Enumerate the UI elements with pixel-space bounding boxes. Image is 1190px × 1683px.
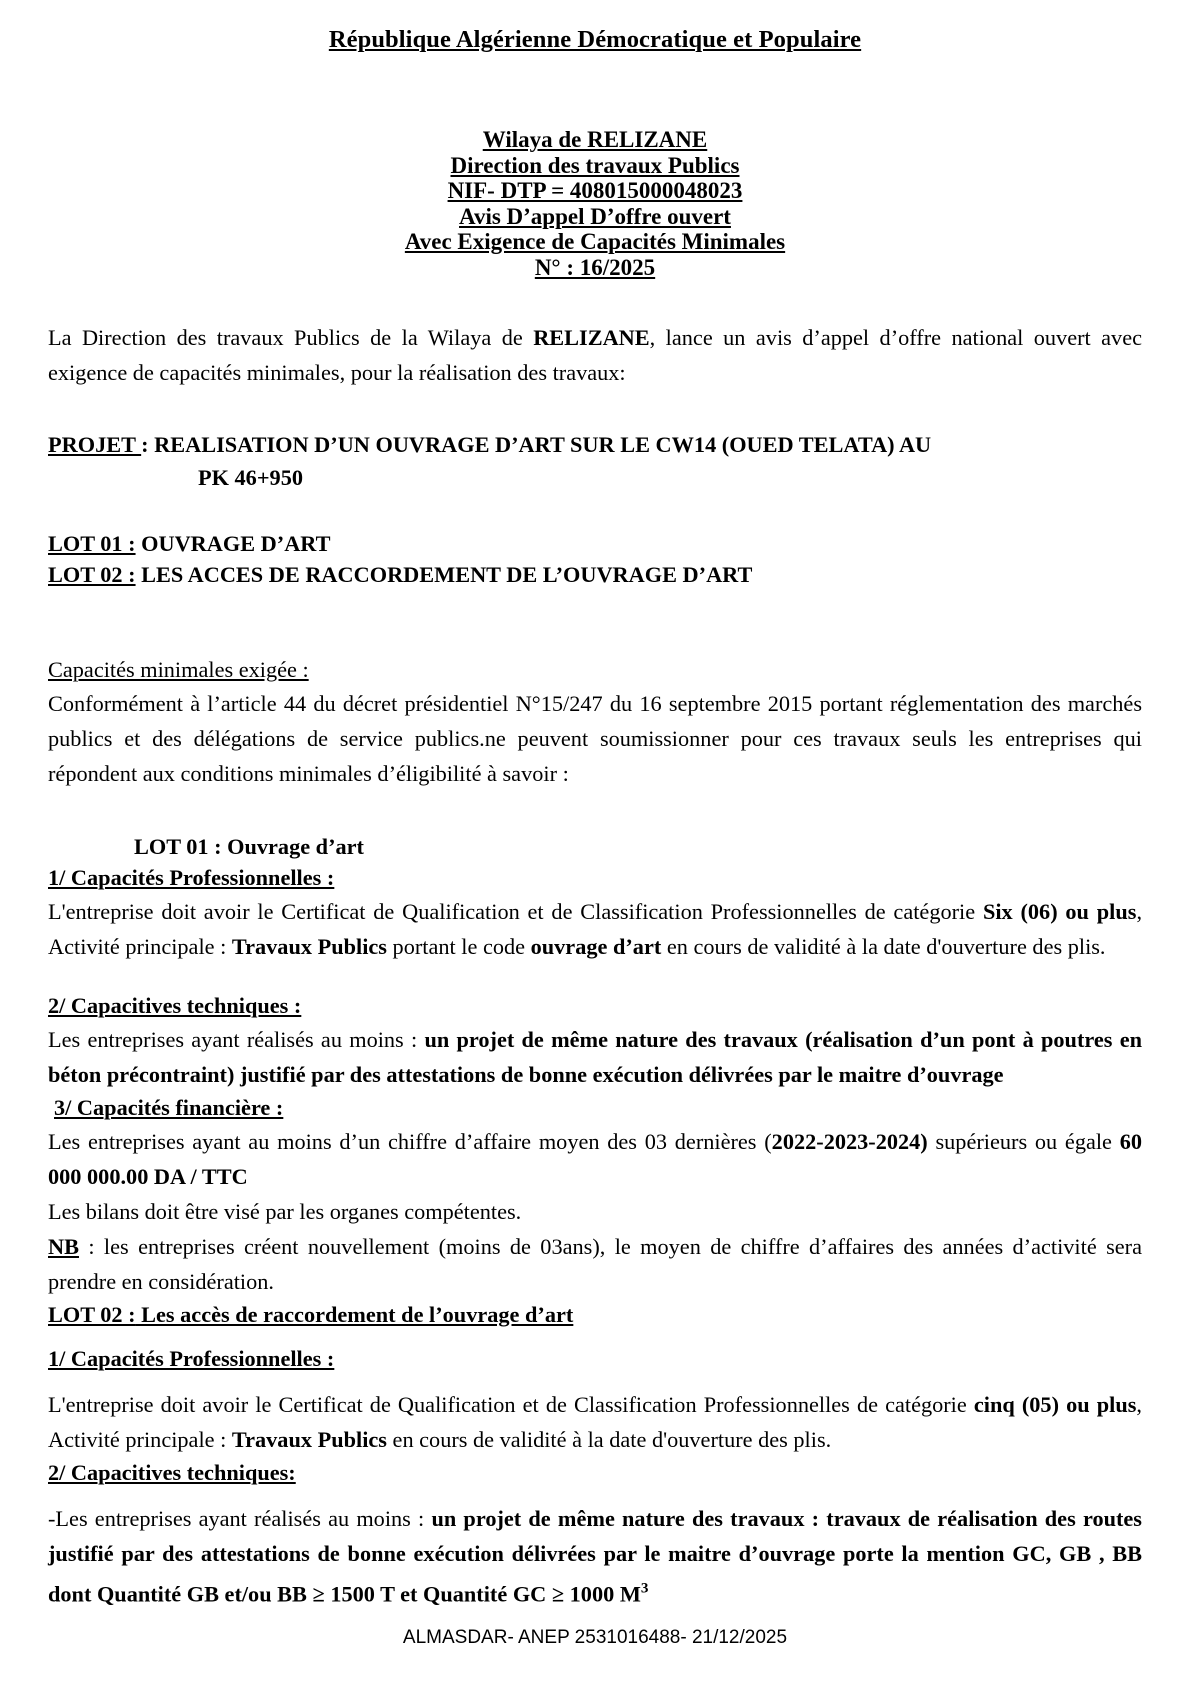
lot02-pro-text-1: L'entreprise doit avoir le Certificat de Qualification et de Classification Professionnelles de catégorie [48, 1392, 974, 1417]
lot01-professionnelles-heading [48, 862, 1142, 894]
lot02-pro-text-3: en cours de validité à la date d'ouverture des plis. [386, 1427, 832, 1452]
lot01-professionnelles-body [48, 894, 1142, 964]
capacites-minimales-body: Conformément à l’article 44 du décret présidentiel N°15/247 du 16 septembre 2015 portant réglementation des marchés publics et des délégations de service publics.ne peuvent soumissionner pour ces travaux seuls les entreprises qui répondent aux conditions minimales d’éligibilité à savoir : [48, 691, 1142, 786]
lot01-fin-text-1: Les entreprises ayant au moins d’un chiffre d’affaire moyen des 03 dernières ( [48, 1129, 772, 1154]
projet-title: REALISATION D’UN OUVRAGE D’ART SUR LE CW14 (OUED TELATA) AU [154, 432, 932, 457]
national-header-text: République Algérienne Démocratique et Populaire [328, 26, 862, 53]
capacites-minimales-heading-text: Capacités minimales exigée : [48, 657, 309, 682]
lot01-section-title: LOT 01 : Ouvrage d’art [134, 834, 364, 859]
spacer-3 [48, 1375, 1142, 1387]
lot01-pro-text-2: , Activité principale : [48, 899, 1143, 959]
lot01-fin-annees: 2022-2023-2024) [771, 1129, 928, 1154]
admin-line-wilaya: Wilaya de RELIZANE [482, 127, 708, 152]
lot02-pro-text-2: , Activité principale : [48, 1392, 1142, 1452]
admin-line-numero: N° : 16/2025 [534, 254, 656, 280]
lot01-financiere-heading [54, 1092, 1142, 1124]
lot01-pro-text-4: en cours de validité à la date d'ouverture des plis. [661, 934, 1106, 959]
lot-summary-item-1 [48, 528, 1142, 559]
intro-wilaya-name: RELIZANE [533, 325, 650, 350]
lot02-professionnelles-body [48, 1387, 1142, 1457]
national-header [48, 0, 1142, 54]
projet-pk: PK 46+950 [198, 465, 303, 490]
lot01-nb-text: : les entreprises créent nouvellement (moins de 03ans), le moyen de chiffre d’affaires des années d’activité sera prendre en considération. [48, 1234, 1142, 1294]
lot02-techniques-heading [48, 1457, 1142, 1489]
lot01-tech-text-1: Les entreprises ayant réalisés au moins : [48, 1027, 425, 1052]
admin-line-exigence: Avec Exigence de Capacités Minimales [404, 229, 786, 254]
lot02-title-text: Les accès de raccordement de l’ouvrage d’art [135, 1302, 574, 1327]
projet-separator: : [141, 432, 155, 457]
page-footer: ALMASDAR- ANEP 2531016488- 21/12/2025 [402, 1627, 788, 1648]
lot02-professionnelles-heading-text: 1/ Capacités Professionnelles : [48, 1346, 335, 1371]
admin-line-nif: NIF- DTP = 408015000048023 [447, 178, 743, 203]
lot02-section-title [48, 1299, 1142, 1331]
lot01-techniques-body [48, 1022, 1142, 1092]
lot01-fin-montant: 60 000 000.00 DA / TTC [48, 1129, 1142, 1189]
lot01-tech-requirement: un projet de même nature des travaux (réalisation d’un pont à poutres en béton précontraint) justifié par des attestations de bonne exécution délivrées par le maitre d’ouvrage [48, 1027, 1142, 1087]
lot-02-text: LES ACCES DE RACCORDEMENT DE L’OUVRAGE D’ART [135, 562, 753, 587]
lot01-techniques-heading-text: 2/ Capacitives techniques : [48, 993, 302, 1018]
lot02-title-label: LOT 02 : [48, 1302, 136, 1327]
intro-text-1: La Direction des travaux Publics de la Wilaya de [48, 325, 534, 350]
lot01-financiere-body [48, 1124, 1142, 1194]
lot01-nb-paragraph [48, 1229, 1142, 1299]
capacites-minimales-heading [48, 653, 1142, 686]
lot01-pro-categorie: Six (06) ou plus [982, 899, 1137, 924]
lot-summary-item-2 [48, 559, 1142, 590]
lot-02-label: LOT 02 : [48, 562, 136, 587]
lot01-financiere-bilans: Les bilans doit être visé par les organes compétentes. [48, 1199, 522, 1224]
lot-01-label: LOT 01 : [48, 531, 136, 556]
lot02-pro-categorie: cinq (05) ou plus [973, 1392, 1137, 1417]
admin-line-direction: Direction des travaux Publics [450, 152, 740, 178]
lot02-tech-text-1: -Les entreprises ayant réalisés au moins : [48, 1506, 432, 1531]
lot01-professionnelles-heading-text: 1/ Capacités Professionnelles : [48, 865, 335, 890]
projet-line-1 [48, 428, 1142, 461]
admin-line-avis: Avis D’appel D’offre ouvert [459, 203, 731, 229]
lot01-techniques-heading [48, 990, 1142, 1022]
lot02-tech-exponent: 3 [640, 1580, 649, 1597]
lot01-nb-label: NB [48, 1234, 79, 1259]
intro-text-2: , lance un avis d’appel d’offre national ouvert avec exigence de capacités minimales, pour la réalisation des travaux: [48, 325, 1142, 385]
lot01-financiere-heading-text: 3/ Capacités financière : [54, 1095, 284, 1120]
lot01-pro-code: ouvrage d’art [530, 934, 662, 959]
lot-summary-list [48, 528, 1142, 590]
projet-line-2 [198, 461, 1142, 494]
lot01-pro-text-3: portant le code [386, 934, 531, 959]
lot02-techniques-body [48, 1501, 1142, 1611]
lot01-fin-text-2: supérieurs ou égale [927, 1129, 1120, 1154]
spacer-2 [48, 1331, 1142, 1343]
lot02-tech-requirement: un projet de même nature des travaux : travaux de réalisation des routes justifié par des attestations de bonne exécution délivrées par le maitre d’ouvrage porte la mention GC, GB , BB dont Quantité GB et/ou BB ≥ 1500 T et Quantité GC ≥ 1000 M [48, 1506, 1142, 1607]
lot02-pro-activite: Travaux Publics [231, 1427, 387, 1452]
administration-header-block [48, 127, 1142, 280]
projet-block [48, 428, 1142, 494]
projet-label: PROJET [48, 432, 142, 457]
lot01-pro-text-1: L'entreprise doit avoir le Certificat de Qualification et de Classification Professionnelles de catégorie [48, 899, 983, 924]
intro-paragraph [48, 320, 1142, 390]
lot01-pro-activite: Travaux Publics [231, 934, 387, 959]
lot02-professionnelles-heading [48, 1343, 1142, 1375]
lot02-techniques-heading-text: 2/ Capacitives techniques: [48, 1460, 296, 1485]
lot-01-text: OUVRAGE D’ART [135, 531, 331, 556]
spacer-4 [48, 1489, 1142, 1501]
spacer-1 [48, 964, 1142, 990]
